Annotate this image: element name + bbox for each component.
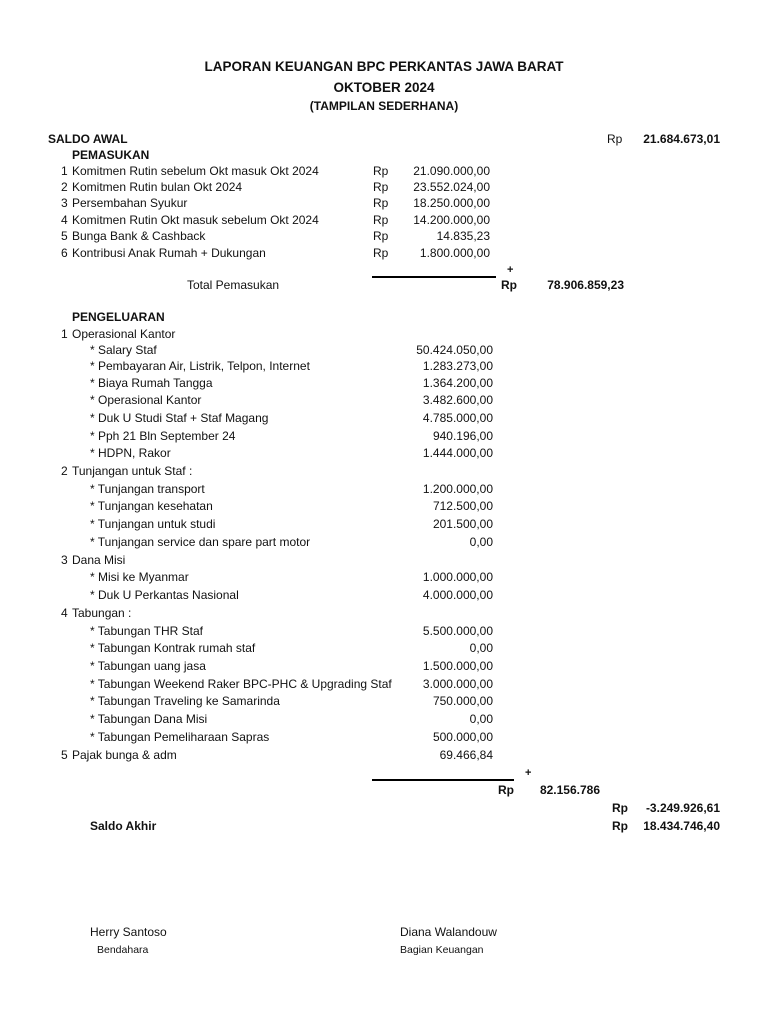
expense-item-amount: 1.444.000,00	[422, 446, 493, 460]
expense-item-label: * Tunjangan untuk studi	[90, 517, 216, 531]
income-label: Komitmen Rutin sebelum Okt masuk Okt 2024	[72, 164, 319, 178]
expense-item-amount: 5.500.000,00	[422, 624, 493, 638]
expense-item-amount: 201.500,00	[432, 517, 493, 531]
report-period: OKTOBER 2024	[333, 80, 435, 95]
expense-item-label: * Misi ke Myanmar	[90, 570, 189, 584]
income-no: 1	[61, 164, 68, 178]
expense-item-amount: 750.000,00	[432, 694, 493, 708]
expense-item-label: * Tabungan Pemeliharaan Sapras	[90, 730, 270, 744]
report-subtitle: (TAMPILAN SEDERHANA)	[309, 99, 459, 113]
expense-item-amount: 1.000.000,00	[422, 570, 493, 584]
expense-item-label: * Tabungan uang jasa	[90, 659, 206, 673]
expense-item-amount: 0,00	[469, 535, 493, 549]
income-total-label: Total Pemasukan	[187, 278, 280, 292]
expense-group-label: Dana Misi	[72, 553, 126, 567]
opening-currency: Rp	[607, 132, 623, 146]
expense-item-amount: 0,00	[469, 712, 493, 726]
expense-item-label: * Pph 21 Bln September 24	[90, 429, 236, 443]
income-heading: PEMASUKAN	[72, 148, 150, 162]
signature-name-finance: Diana Walandouw	[400, 925, 497, 939]
expense-item-amount: 1.283.273,00	[422, 359, 493, 373]
expense-item-amount: 4.785.000,00	[422, 411, 493, 425]
expense-item-amount: 1.500.000,00	[422, 659, 493, 673]
expense-item-amount: 500.000,00	[432, 730, 493, 744]
opening-amount: 21.684.673,01	[643, 132, 720, 146]
income-amount: 18.250.000,00	[413, 196, 490, 210]
expense-item-amount: 940.196,00	[432, 429, 493, 443]
expense-item-label: * Pembayaran Air, Listrik, Telpon, Internet	[90, 359, 310, 373]
expense-item-amount: 1.200.000,00	[422, 482, 493, 496]
expense-group-no: 4	[61, 606, 68, 620]
expense-item-label: * Duk U Studi Staf + Staf Magang	[90, 411, 269, 425]
income-amount: 14.200.000,00	[413, 213, 490, 227]
income-no: 3	[61, 196, 68, 210]
expense-item-label: * Tunjangan transport	[90, 482, 205, 496]
expense-group-no: 2	[61, 464, 68, 478]
closing-label: Saldo Akhir	[90, 819, 157, 833]
expense-item-amount: 50.424.050,00	[416, 343, 493, 357]
income-no: 4	[61, 213, 68, 227]
expense-item-label: * Tabungan Traveling ke Samarinda	[90, 694, 280, 708]
income-amount: 1.800.000,00	[419, 246, 490, 260]
expense-group-no: 1	[61, 327, 68, 341]
income-currency: Rp	[373, 164, 389, 178]
expense-item-amount: 3.482.600,00	[422, 393, 493, 407]
signature-role-finance: Bagian Keuangan	[400, 944, 484, 956]
expense-tax-no: 5	[61, 748, 68, 762]
income-currency: Rp	[373, 180, 389, 194]
income-total-currency: Rp	[501, 278, 517, 292]
income-currency: Rp	[373, 213, 389, 227]
expense-group-label: Tabungan :	[72, 606, 132, 620]
expense-item-amount: 4.000.000,00	[422, 588, 493, 602]
expense-item-amount: 1.364.200,00	[422, 376, 493, 390]
income-no: 2	[61, 180, 68, 194]
expense-tax-label: Pajak bunga & adm	[72, 748, 177, 762]
report-title: LAPORAN KEUANGAN BPC PERKANTAS JAWA BARAT	[204, 59, 564, 74]
expense-total-currency: Rp	[498, 783, 514, 797]
difference-currency: Rp	[612, 801, 628, 815]
expense-tax-amount: 69.466,84	[439, 748, 493, 762]
expense-sum-line	[372, 779, 514, 781]
expense-total-amount: 82.156.786	[539, 783, 600, 797]
income-sum-line	[372, 276, 496, 278]
expense-item-label: * HDPN, Rakor	[90, 446, 171, 460]
income-label: Komitmen Rutin Okt masuk sebelum Okt 2024	[72, 213, 319, 227]
signature-role-treasurer: Bendahara	[97, 944, 149, 956]
income-label: Bunga Bank & Cashback	[72, 229, 206, 243]
expense-group-no: 3	[61, 553, 68, 567]
expense-heading: PENGELUARAN	[72, 310, 165, 324]
closing-currency: Rp	[612, 819, 628, 833]
expense-group-label: Tunjangan untuk Staf :	[72, 464, 193, 478]
income-label: Kontribusi Anak Rumah + Dukungan	[72, 246, 266, 260]
expense-item-label: * Biaya Rumah Tangga	[90, 376, 213, 390]
expense-item-amount: 0,00	[469, 641, 493, 655]
expense-item-label: * Tabungan Weekend Raker BPC-PHC & Upgrading Staf	[90, 677, 392, 691]
expense-item-amount: 3.000.000,00	[422, 677, 493, 691]
income-plus-sign: +	[507, 264, 514, 276]
expense-item-label: * Operasional Kantor	[90, 393, 202, 407]
expense-item-label: * Duk U Perkantas Nasional	[90, 588, 239, 602]
difference-amount: -3.249.926,61	[645, 801, 720, 815]
expense-item-label: * Tunjangan kesehatan	[90, 499, 213, 513]
expense-group-label: Operasional Kantor	[72, 327, 176, 341]
income-amount: 21.090.000,00	[413, 164, 490, 178]
income-amount: 23.552.024,00	[413, 180, 490, 194]
income-currency: Rp	[373, 196, 389, 210]
closing-amount: 18.434.746,40	[643, 819, 720, 833]
income-currency: Rp	[373, 246, 389, 260]
signature-name-treasurer: Herry Santoso	[90, 925, 167, 939]
income-label: Persembahan Syukur	[72, 196, 188, 210]
expense-item-label: * Tabungan THR Staf	[90, 624, 203, 638]
income-currency: Rp	[373, 229, 389, 243]
income-no: 6	[61, 246, 68, 260]
opening-label: SALDO AWAL	[48, 132, 128, 146]
expense-plus-sign: +	[525, 767, 532, 779]
income-amount: 14.835,23	[436, 229, 490, 243]
income-total-amount: 78.906.859,23	[547, 278, 624, 292]
income-label: Komitmen Rutin bulan Okt 2024	[72, 180, 243, 194]
expense-item-amount: 712.500,00	[432, 499, 493, 513]
expense-item-label: * Tunjangan service dan spare part motor	[90, 535, 311, 549]
expense-item-label: * Salary Staf	[90, 343, 157, 357]
expense-item-label: * Tabungan Kontrak rumah staf	[90, 641, 256, 655]
income-no: 5	[61, 229, 68, 243]
expense-item-label: * Tabungan Dana Misi	[90, 712, 208, 726]
